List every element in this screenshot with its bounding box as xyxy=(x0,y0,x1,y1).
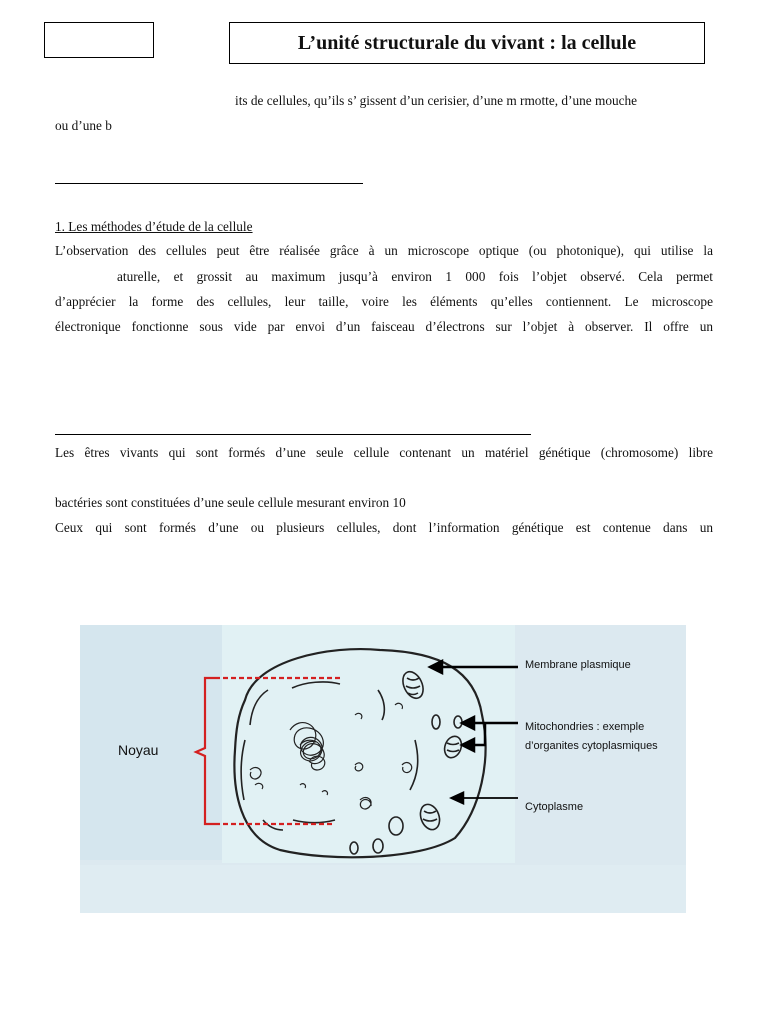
section1-line-3: d’apprécier la forme des cellules, leur taille, voire les éléments qu’elles contiennent. Le microscope xyxy=(55,294,713,309)
section2-line-3: Ceux qui sont formés d’une ou plusieurs cellules, dont l’information génétique est contenue dans un xyxy=(55,520,713,535)
cell-membrane-outline xyxy=(234,649,485,857)
section1-heading: 1. Les méthodes d’étude de la cellule xyxy=(55,219,253,234)
section2-line-1: Les êtres vivants qui sont formés d’une seule cellule contenant un matériel génétique (chromosome) libre xyxy=(55,445,713,460)
section2-line-2: bactéries sont constituées d’une seule cellule mesurant environ 10 xyxy=(55,495,406,510)
label-mitochondries: Mitochondries : exemple xyxy=(525,721,645,733)
intro-line-1: its de cellules, qu’ils s’ gissent d’un cerisier, d’une m rmotte, d’une mouche xyxy=(235,93,638,108)
nucleus-chromatin xyxy=(250,703,412,809)
elongated-organites xyxy=(241,682,418,830)
mitochondria-shapes xyxy=(350,669,464,854)
label-organites: d’organites cytoplasmiques xyxy=(525,740,658,752)
label-arrows xyxy=(430,661,518,803)
section1-line-4: électronique fonctionne sous vide par envoi d’un faisceau d’électrons sur l’objet à observer. Il offre un xyxy=(55,319,713,334)
label-membrane: Membrane plasmique xyxy=(525,659,631,671)
page-title: L’unité structurale du vivant : la cellule xyxy=(229,22,705,64)
noyau-label: Noyau xyxy=(118,742,159,758)
noyau-bracket xyxy=(196,678,340,824)
section1-line-1: L’observation des cellules peut être réalisée grâce à un microscope optique (ou photonique), qui utilise la xyxy=(55,243,713,258)
section1-line-2: aturelle, et grossit au maximum jusqu’à environ 1 000 fois l’objet observé. Cela permet xyxy=(117,269,713,284)
intro-line-2: ou d’une b xyxy=(55,118,112,133)
label-cytoplasme: Cytoplasme xyxy=(525,801,584,813)
